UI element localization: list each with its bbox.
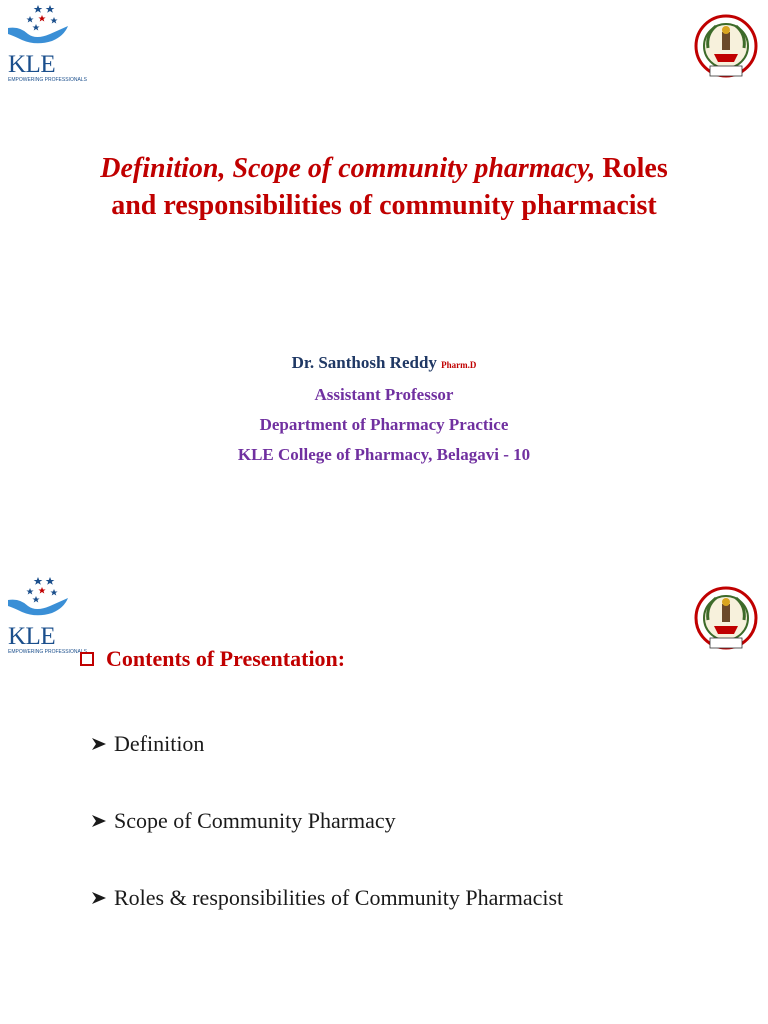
college-seal-icon [694, 14, 758, 82]
college-seal-icon [694, 586, 758, 654]
kle-logo-text: KLE [8, 51, 56, 78]
college-seal [694, 586, 758, 654]
list-item-text: Roles & responsibilities of Community Pharmacist [114, 885, 564, 910]
kle-tagline: EMPOWERING PROFESSIONALS [8, 77, 87, 83]
list-item-text: Scope of Community Pharmacy [114, 808, 396, 833]
contents-list [90, 730, 563, 961]
kle-logo [6, 576, 87, 660]
list-item [90, 730, 563, 758]
contents-heading-text: Contents of Presentation: [106, 646, 346, 671]
title-roles-part: Roles [602, 153, 668, 184]
college-seal [694, 14, 758, 82]
title-line-2: and responsibilities of community pharmacist [111, 190, 657, 221]
author-institution: KLE College of Pharmacy, Belagavi - 10 [237, 445, 531, 464]
arrow-bullet-icon [90, 812, 108, 830]
kle-logo-text: KLE [8, 623, 56, 650]
author-department: Department of Pharmacy Practice [259, 415, 509, 434]
hand-stars-icon [6, 4, 70, 44]
arrow-bullet-icon [90, 735, 108, 753]
contents-heading [80, 646, 345, 672]
kle-tagline: EMPOWERING PROFESSIONALS [8, 649, 87, 655]
checkbox-square-icon [80, 652, 94, 666]
kle-logo [6, 4, 87, 88]
arrow-bullet-icon [90, 889, 108, 907]
list-item-text: Definition [114, 731, 205, 756]
author-credential: Pharm.D [441, 360, 477, 370]
author-title: Assistant Professor [314, 385, 454, 404]
hand-stars-icon [6, 576, 70, 616]
author-name: Dr. Santhosh Reddy [291, 353, 437, 372]
slide-title [30, 150, 738, 224]
slide-2 [0, 512, 768, 1024]
author-block [0, 348, 768, 470]
title-italic-part: Definition, Scope of community pharmacy, [100, 153, 596, 184]
list-item [90, 807, 563, 835]
list-item [90, 884, 563, 912]
